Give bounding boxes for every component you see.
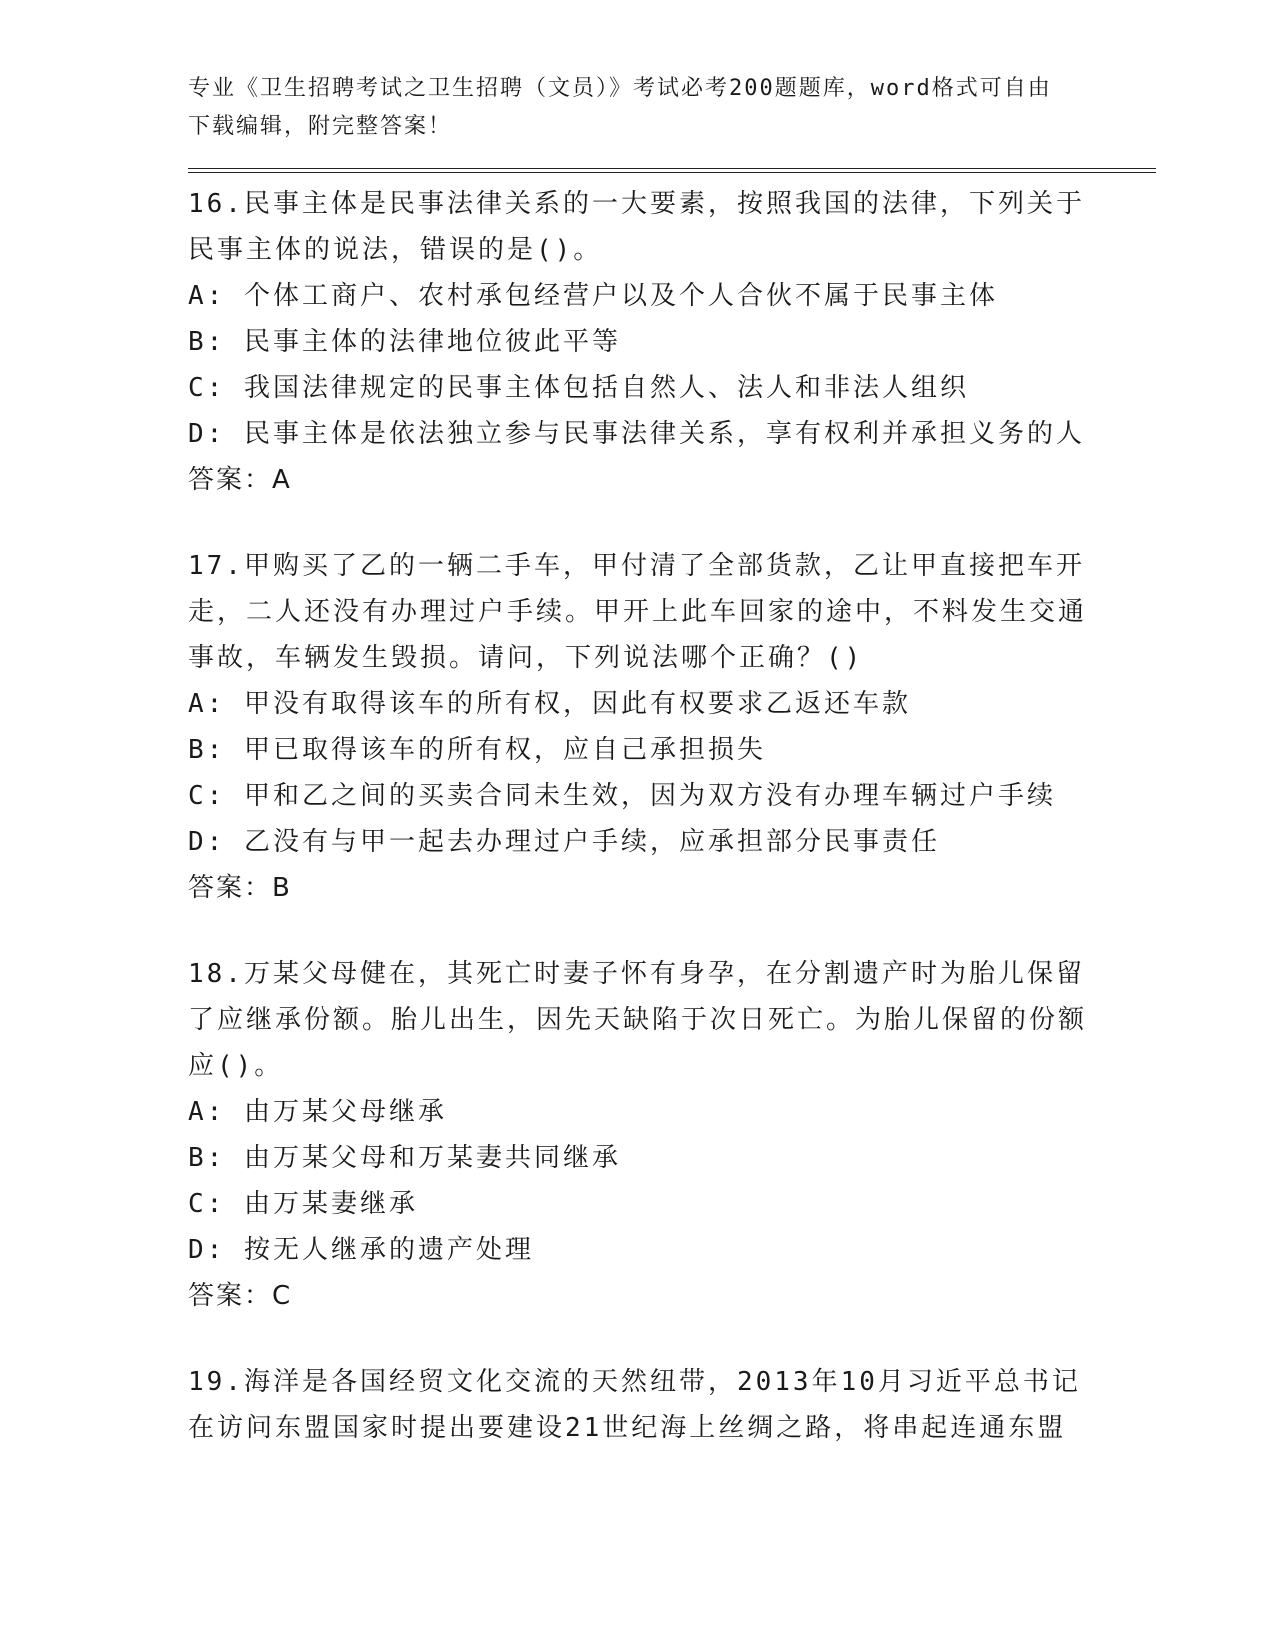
answer-line: 答案：B (188, 873, 292, 903)
option-d: D: 民事主体是依法独立参与民事法律关系，享有权利并承担义务的人 (188, 419, 1085, 449)
option-a: A: 甲没有取得该车的所有权，因此有权要求乙返还车款 (188, 689, 911, 719)
option-c: C: 我国法律规定的民事主体包括自然人、法人和非法人组织 (188, 373, 969, 403)
question-18 (188, 951, 1088, 1319)
question-stem: 17.甲购买了乙的一辆二手车，甲付清了全部货款，乙让甲直接把车开走，二人还没有办理过户手续。甲开上此车回家的途中，不料发生交通事故，车辆发生毁损。请问，下列说法哪个正确？() (188, 551, 1088, 673)
option-c: C: 甲和乙之间的买卖合同未生效，因为双方没有办理车辆过户手续 (188, 781, 1056, 811)
question-list (188, 181, 1088, 1451)
option-list (188, 681, 1088, 865)
option-b: B: 甲已取得该车的所有权，应自己承担损失 (188, 735, 766, 765)
question-stem: 16.民事主体是民事法律关系的一大要素，按照我国的法律，下列关于民事主体的说法，错误的是()。 (188, 189, 1085, 265)
option-c: C: 由万某妻继承 (188, 1189, 418, 1219)
option-list (188, 1089, 1088, 1273)
option-list (188, 273, 1088, 457)
document-page (188, 70, 1088, 1491)
question-16 (188, 181, 1088, 503)
option-b: B: 民事主体的法律地位彼此平等 (188, 327, 621, 357)
option-d: D: 乙没有与甲一起去办理过户手续，应承担部分民事责任 (188, 827, 940, 857)
header-double-rule (188, 168, 1156, 173)
answer-line: 答案：A (188, 465, 292, 495)
question-17 (188, 543, 1088, 911)
answer-line: 答案：C (188, 1281, 293, 1311)
question-stem: 18.万某父母健在，其死亡时妻子怀有身孕，在分割遗产时为胎儿保留了应继承份额。胎儿出生，因先天缺陷于次日死亡。为胎儿保留的份额应()。 (188, 959, 1088, 1081)
question-stem: 19.海洋是各国经贸文化交流的天然纽带，2013年10月习近平总书记在访问东盟国家时提出要建设21世纪海上丝绸之路，将串起连通东盟 (188, 1367, 1081, 1443)
option-a: A: 由万某父母继承 (188, 1097, 447, 1127)
option-a: A: 个体工商户、农村承包经营户以及个人合伙不属于民事主体 (188, 281, 998, 311)
option-d: D: 按无人继承的遗产处理 (188, 1235, 534, 1265)
document-header: 专业《卫生招聘考试之卫生招聘（文员）》考试必考200题题库，word格式可自由下载编辑，附完整答案！ (188, 76, 1052, 139)
question-19 (188, 1359, 1088, 1451)
option-b: B: 由万某父母和万某妻共同继承 (188, 1143, 621, 1173)
